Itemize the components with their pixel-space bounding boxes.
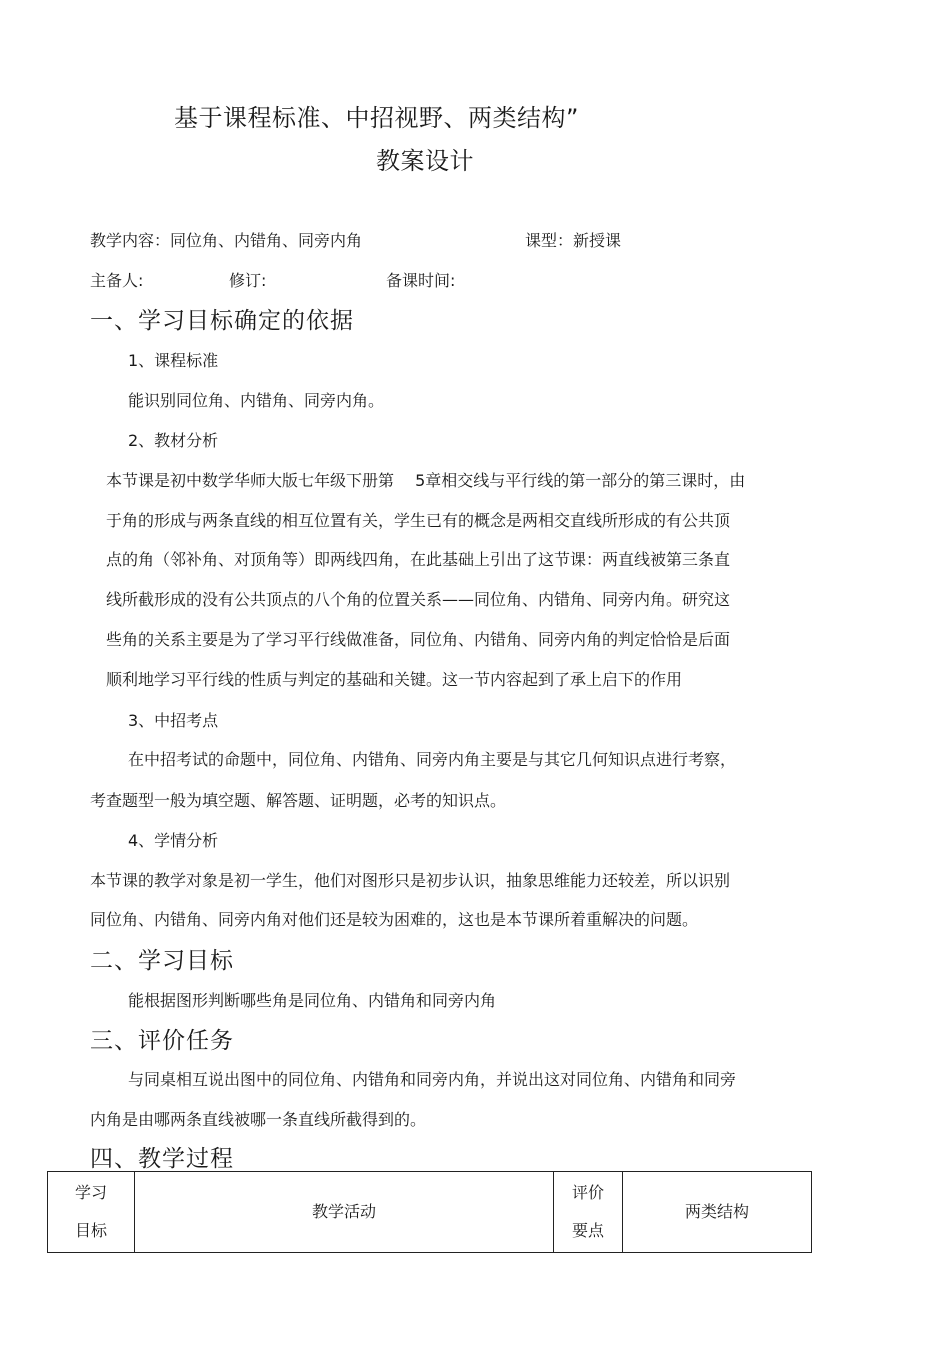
section1-item2-line: 顺利地学习平行线的性质与判定的基础和关键。这一节内容起到了承上启下的作用 [106, 670, 683, 689]
content-field [90, 228, 362, 251]
section1-item4-line: 同位角、内错角、同旁内角对他们还是较为困难的，这也是本节课所着重解决的问题。 [90, 910, 699, 929]
prep-time-label: 备课时间: [386, 271, 456, 290]
section1-item3-line: 考查题型一般为填空题、解答题、证明题，必考的知识点。 [90, 791, 507, 810]
section1-item1-heading: 1、课程标准 [128, 351, 219, 370]
content-label: 教学内容： [90, 231, 171, 250]
section1-item2-heading: 2、教材分析 [128, 431, 219, 450]
section1-item4-heading: 4、学情分析 [128, 831, 219, 850]
col-evaluation-points-line2: 要点 [571, 1221, 604, 1240]
lesson-type-value: 新授课 [573, 231, 622, 250]
section1-item2-line: 点的角（邻补角、对顶角等）即两线四角，在此基础上引出了这节课：两直线被第三条直 [106, 550, 731, 569]
revise-label: 修订: [229, 271, 267, 290]
section3-line: 与同桌相互说出图中的同位角、内错角和同旁内角，并说出这对同位角、内错角和同旁 [128, 1070, 737, 1089]
section1-item4-line: 本节课的教学对象是初一学生，他们对图形只是初步认识，抽象思维能力还较差，所以识别 [90, 871, 731, 890]
section1-item2-line: 于角的形成与两条直线的相互位置有关，学生已有的概念是两相交直线所形成的有公共顶 [106, 511, 731, 530]
section4-heading: 四、教学过程 [90, 1146, 234, 1172]
section3-heading: 三、评价任务 [90, 1028, 234, 1054]
section1-item2-line: 本节课是初中数学华师大版七年级下册第 5章相交线与平行线的第一部分的第三课时，由 [106, 471, 746, 490]
page-title-line1: 基于课程标准、中招视野、两类结构” [174, 104, 579, 132]
teaching-process-table [47, 1171, 812, 1253]
author-label: 主备人: [90, 271, 144, 290]
section1-item1-line: 能识别同位角、内错角、同旁内角。 [128, 391, 385, 410]
page-title-line2: 教案设计 [376, 147, 474, 175]
section1-heading: 一、学习目标确定的依据 [90, 308, 354, 334]
section1-item3-heading: 3、中招考点 [128, 711, 219, 730]
section1-item2-line: 些角的关系主要是为了学习平行线做准备，同位角、内错角、同旁内角的判定恰恰是后面 [106, 630, 731, 649]
col-evaluation-points [554, 1172, 623, 1253]
col-teaching-activity: 教学活动 [135, 1172, 554, 1253]
section2-heading: 二、学习目标 [90, 948, 234, 974]
col-two-structures: 两类结构 [623, 1172, 812, 1253]
col-learning-goal-line1: 学习 [74, 1183, 107, 1202]
table-header-row [48, 1172, 812, 1253]
col-learning-goal [48, 1172, 135, 1253]
section3-line: 内角是由哪两条直线被哪一条直线所截得到的。 [90, 1110, 427, 1129]
content-value: 同位角、内错角、同旁内角 [170, 231, 363, 250]
col-learning-goal-line2: 目标 [74, 1221, 107, 1240]
lesson-type-label: 课型： [525, 231, 574, 250]
section1-item3-line: 在中招考试的命题中，同位角、内错角、同旁内角主要是与其它几何知识点进行考察， [128, 750, 737, 769]
lesson-type-field [525, 228, 621, 251]
section2-line: 能根据图形判断哪些角是同位角、内错角和同旁内角 [128, 991, 497, 1010]
section1-item2-line: 线所截形成的没有公共顶点的八个角的位置关系——同位角、内错角、同旁内角。研究这 [106, 590, 731, 609]
col-evaluation-points-line1: 评价 [571, 1183, 604, 1202]
